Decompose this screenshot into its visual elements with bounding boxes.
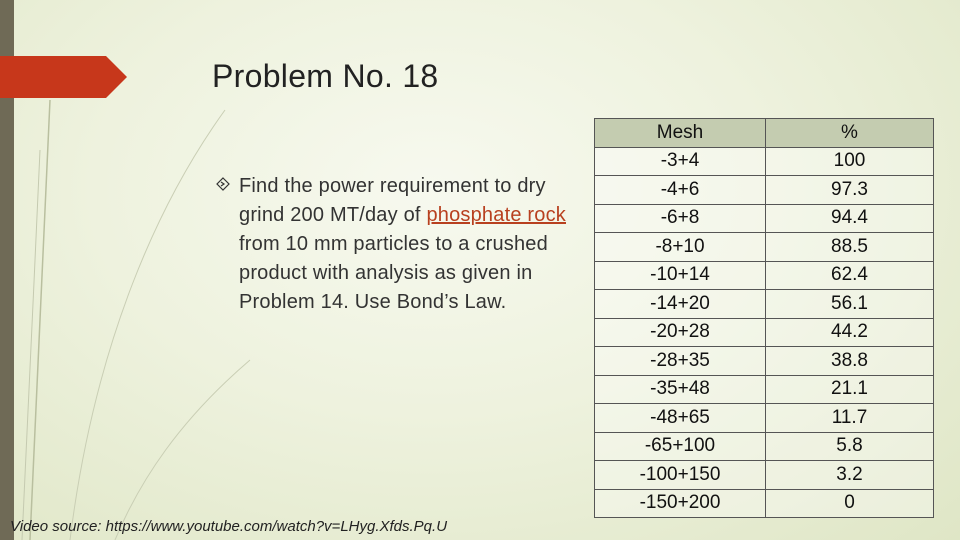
mesh-cell: -20+28	[595, 318, 766, 347]
mesh-cell: -4+6	[595, 176, 766, 205]
bullet-text-end: from 10 mm particles to a crushed product with analysis as given in Problem 14. Use Bond’s Law.	[239, 233, 548, 313]
mesh-analysis-table	[594, 118, 934, 518]
percent-cell: 3.2	[766, 461, 934, 490]
slide-title: Problem No. 18	[212, 58, 439, 94]
table-row	[595, 347, 934, 376]
percent-cell: 5.8	[766, 432, 934, 461]
mesh-cell: -100+150	[595, 461, 766, 490]
mesh-cell: -28+35	[595, 347, 766, 376]
percent-cell: 88.5	[766, 233, 934, 262]
header-percent: %	[766, 119, 934, 148]
mesh-cell: -48+65	[595, 404, 766, 433]
table-row	[595, 489, 934, 518]
percent-cell: 38.8	[766, 347, 934, 376]
title-accent-arrow	[0, 56, 127, 98]
phosphate-rock-link[interactable]: phosphate rock	[426, 204, 566, 226]
mesh-cell: -10+14	[595, 261, 766, 290]
percent-cell: 100	[766, 147, 934, 176]
percent-cell: 21.1	[766, 375, 934, 404]
mesh-cell: -35+48	[595, 375, 766, 404]
header-mesh: Mesh	[595, 119, 766, 148]
video-source-caption: Video source: https://www.youtube.com/watch?v=LHyg.Xfds.Pq.U	[10, 518, 448, 535]
table-row	[595, 461, 934, 490]
table-row	[595, 318, 934, 347]
table-row	[595, 432, 934, 461]
percent-cell: 94.4	[766, 204, 934, 233]
mesh-cell: -3+4	[595, 147, 766, 176]
table-row	[595, 261, 934, 290]
percent-cell: 0	[766, 489, 934, 518]
mesh-cell: -8+10	[595, 233, 766, 262]
percent-cell: 11.7	[766, 404, 934, 433]
diamond-arrow-icon	[216, 177, 230, 191]
percent-cell: 56.1	[766, 290, 934, 319]
mesh-cell: -65+100	[595, 432, 766, 461]
table-row	[595, 375, 934, 404]
table-row	[595, 147, 934, 176]
percent-cell: 44.2	[766, 318, 934, 347]
table-row	[595, 290, 934, 319]
table-row	[595, 204, 934, 233]
mesh-cell: -6+8	[595, 204, 766, 233]
bullet-text	[214, 172, 574, 317]
table-row	[595, 233, 934, 262]
table-row	[595, 176, 934, 205]
percent-cell: 62.4	[766, 261, 934, 290]
mesh-cell: -14+20	[595, 290, 766, 319]
mesh-cell: -150+200	[595, 489, 766, 518]
percent-cell: 97.3	[766, 176, 934, 205]
table-header-row	[595, 119, 934, 148]
bullet-text-start: Find the power requirement to dry grind 200 MT/day of	[239, 175, 546, 226]
table-row	[595, 404, 934, 433]
